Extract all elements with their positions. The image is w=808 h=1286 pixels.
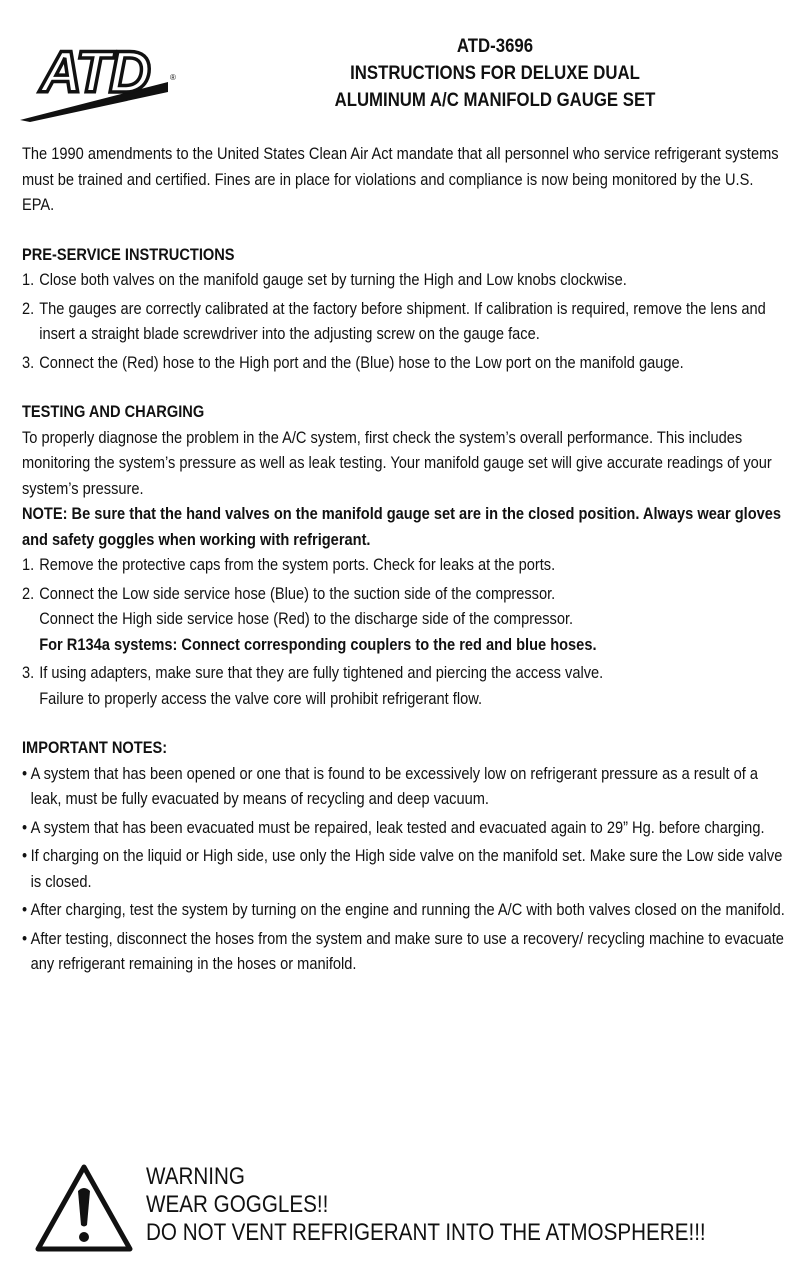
pre-service-step — [22, 350, 786, 376]
important-note — [22, 897, 786, 923]
note-text: A system that has been evacuated must be repaired, leak tested and evacuated again to 29” Hg. before charging. — [30, 817, 765, 837]
warning-triangle-icon — [34, 1163, 134, 1253]
title-line-1: INSTRUCTIONS FOR DELUXE DUAL — [350, 62, 640, 84]
step-number: 1. — [22, 555, 35, 574]
important-note — [22, 761, 786, 812]
important-note — [22, 843, 786, 894]
testing-step — [22, 660, 786, 711]
pre-service-step — [22, 296, 786, 347]
intro-paragraph: The 1990 amendments to the United States Clean Air Act mandate that all personnel who service refrigerant systems must be trained and certified. Fines are in place for violations and compliance is now being monitored by the U.S. EPA. — [22, 144, 779, 214]
important-notes-section — [22, 735, 786, 977]
step-number: 3. — [22, 352, 35, 372]
step-text: The gauges are correctly calibrated at the factory before shipment. If calibration is required, remove the lens and insert a straight blade screwdriver into the adjusting screw on the gauge face. — [39, 298, 766, 343]
bullet: • — [22, 900, 28, 919]
testing-step — [22, 552, 786, 578]
step-number: 2. — [22, 583, 35, 603]
testing-intro: To properly diagnose the problem in the A/C system, first check the system’s overall performance. This includes monitoring the system’s pressure as well as leak testing. Your manifold gauge set will give accurate readings of your system’s pressure. — [22, 427, 772, 498]
step-number: 3. — [22, 663, 35, 682]
step-text: Remove the protective caps from the system ports. Check for leaks at the ports. — [39, 555, 556, 574]
testing-heading: TESTING AND CHARGING — [22, 402, 205, 421]
model-number: ATD-3696 — [456, 35, 534, 57]
bullet: • — [22, 763, 28, 783]
step-text-line: Failure to properly access the valve core will prohibit refrigerant flow. — [39, 688, 483, 708]
document-title — [302, 33, 689, 114]
important-note — [22, 815, 786, 841]
testing-step — [22, 581, 786, 658]
step-text-line: Connect the Low side service hose (Blue) to the suction side of the compressor. — [39, 583, 556, 603]
note-text: After testing, disconnect the hoses from the system and make sure to use a recovery/ recycling machine to evacuate any refrigerant remaining in the hoses or manifold. — [30, 928, 784, 973]
warning-title: WARNING — [146, 1163, 245, 1190]
r134a-instruction: For R134a systems: Connect corresponding couplers to the red and blue hoses. — [39, 634, 597, 654]
safety-note: NOTE: Be sure that the hand valves on the manifold gauge set are in the closed position. Always wear gloves and safety goggles when working with refrigerant. — [22, 504, 782, 549]
bullet: • — [22, 928, 28, 948]
step-text: Close both valves on the manifold gauge set by turning the High and Low knobs clockwise. — [39, 270, 627, 289]
logo-wordmark: ATD — [40, 40, 149, 105]
note-text: A system that has been opened or one that is found to be excessively low on refrigerant pressure as a result of a leak, must be fully evacuated by means of recycling and deep vacuum. — [30, 763, 758, 808]
testing-section — [22, 399, 786, 711]
title-line-2: ALUMINUM A/C MANIFOLD GAUGE SET — [334, 89, 656, 111]
bullet: • — [22, 817, 28, 837]
pre-service-section — [22, 242, 786, 376]
important-notes-heading: IMPORTANT NOTES: — [22, 738, 168, 757]
atd-logo — [18, 30, 188, 122]
step-text-line: Connect the High side service hose (Red) to the discharge side of the compressor. — [39, 609, 574, 628]
pre-service-step — [22, 267, 786, 293]
step-number: 1. — [22, 270, 35, 289]
warning-goggles: WEAR GOGGLES!! — [146, 1191, 329, 1218]
warning-text — [146, 1163, 706, 1247]
logo-registered-mark: ® — [170, 73, 176, 82]
warning-no-vent: DO NOT VENT REFRIGERANT INTO THE ATMOSPHERE!!! — [146, 1219, 706, 1246]
step-number: 2. — [22, 298, 35, 318]
important-note — [22, 926, 786, 977]
note-text: After charging, test the system by turning on the engine and running the A/C with both valves closed on the manifold. — [30, 900, 785, 919]
step-text-line: If using adapters, make sure that they are fully tightened and piercing the access valve. — [39, 663, 604, 682]
pre-service-heading: PRE-SERVICE INSTRUCTIONS — [22, 244, 235, 264]
bullet: • — [22, 846, 28, 865]
step-text: Connect the (Red) hose to the High port and the (Blue) hose to the Low port on the manifold gauge. — [39, 352, 684, 372]
note-text: If charging on the liquid or High side, use only the High side valve on the manifold set. Make sure the Low side valve is closed. — [30, 846, 783, 891]
